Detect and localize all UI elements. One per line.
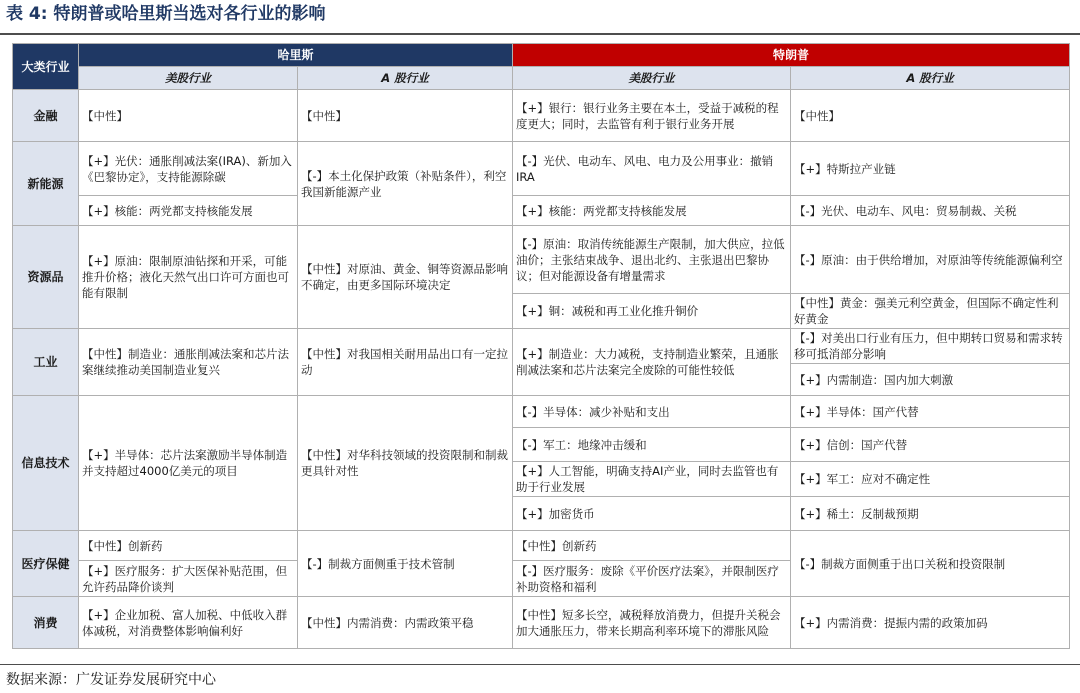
- row-label-resources: 资源品: [13, 226, 79, 329]
- row-label-industry: 工业: [13, 329, 79, 396]
- cell-energy-harris-us-1: 【+】光伏：通胀削减法案(IRA)、新加入《巴黎协定》，支持能源除碳: [79, 142, 298, 196]
- cell-industry-harris-us: 【中性】制造业：通胀削减法案和芯片法案继续推动美国制造业复兴: [79, 329, 298, 396]
- header-harris: 哈里斯: [79, 44, 513, 67]
- cell-energy-trump-a-1: 【+】特斯拉产业链: [791, 142, 1070, 196]
- cell-finance-trump-us: 【+】银行：银行业务主要在本土，受益于减税的程度更大；同时，去监管有利于银行业务开展: [513, 90, 791, 142]
- table-title: 表 4: 特朗普或哈里斯当选对各行业的影响: [6, 4, 326, 24]
- header-category: 大类行业: [13, 44, 79, 90]
- cell-health-harris-us-1: 【中性】创新药: [79, 531, 298, 561]
- cell-tech-trump-a-1: 【+】半导体：国产代替: [791, 396, 1070, 428]
- row-label-consumer: 消费: [13, 597, 79, 649]
- impact-table: [12, 43, 1070, 649]
- cell-resources-harris-a: 【中性】对原油、黄金、铜等资源品影响不确定，由更多国际环境决定: [298, 226, 513, 329]
- cell-resources-trump-a-1: 【-】原油：由于供给增加，对原油等传统能源偏利空: [791, 226, 1070, 294]
- cell-resources-trump-us-1: 【-】原油：取消传统能源生产限制，加大供应，拉低油价；主张结束战争、退出北约、主张退出巴黎协议；但对能源设备有增量需求: [513, 226, 791, 294]
- row-label-health: 医疗保健: [13, 531, 79, 597]
- top-rule: [0, 33, 1080, 35]
- cell-tech-trump-a-2: 【+】信创：国产代替: [791, 428, 1070, 462]
- cell-consumer-trump-a: 【+】内需消费：提振内需的政策加码: [791, 597, 1070, 649]
- cell-energy-harris-a: 【-】本土化保护政策（补贴条件），利空我国新能源产业: [298, 142, 513, 226]
- cell-resources-trump-a-2: 【中性】黄金：强美元利空黄金，但国际不确定性利好黄金: [791, 294, 1070, 329]
- data-source: 数据来源：广发证券发展研究中心: [6, 672, 216, 688]
- header-trump: 特朗普: [513, 44, 1070, 67]
- header-harris-us: 美股行业: [79, 67, 298, 90]
- row-label-energy: 新能源: [13, 142, 79, 226]
- cell-tech-trump-us-2: 【-】军工：地缘冲击缓和: [513, 428, 791, 462]
- bottom-rule: [0, 664, 1080, 665]
- cell-finance-harris-us: 【中性】: [79, 90, 298, 142]
- cell-resources-harris-us: 【+】原油：限制原油钻探和开采，可能推升价格；液化天然气出口许可方面也可能有限制: [79, 226, 298, 329]
- cell-industry-trump-a-2: 【+】内需制造：国内加大刺激: [791, 364, 1070, 396]
- cell-consumer-trump-us: 【中性】短多长空，减税释放消费力，但提升关税会加大通胀压力，带来长期高利率环境下的滞胀风险: [513, 597, 791, 649]
- header-trump-us: 美股行业: [513, 67, 791, 90]
- cell-health-harris-us-2: 【+】医疗服务：扩大医保补贴范围，但允许药品降价谈判: [79, 561, 298, 597]
- cell-health-trump-us-2: 【-】医疗服务：废除《平价医疗法案》，并限制医疗补助资格和福利: [513, 561, 791, 597]
- cell-energy-trump-us-2: 【+】核能：两党都支持核能发展: [513, 196, 791, 226]
- cell-consumer-harris-a: 【中性】内需消费：内需政策平稳: [298, 597, 513, 649]
- row-label-tech: 信息技术: [13, 396, 79, 531]
- cell-consumer-harris-us: 【+】企业加税、富人加税、中低收入群体减税，对消费整体影响偏利好: [79, 597, 298, 649]
- cell-tech-trump-us-1: 【-】半导体：减少补贴和支出: [513, 396, 791, 428]
- cell-tech-trump-us-3: 【+】人工智能，明确支持AI产业，同时去监管也有助于行业发展: [513, 462, 791, 497]
- cell-finance-harris-a: 【中性】: [298, 90, 513, 142]
- cell-energy-trump-us-1: 【-】光伏、电动车、风电、电力及公用事业：撤销IRA: [513, 142, 791, 196]
- cell-tech-trump-us-4: 【+】加密货币: [513, 497, 791, 531]
- header-harris-a: A 股行业: [298, 67, 513, 90]
- cell-health-trump-us-1: 【中性】创新药: [513, 531, 791, 561]
- cell-health-trump-a: 【-】制裁方面侧重于出口关税和投资限制: [791, 531, 1070, 597]
- row-label-finance: 金融: [13, 90, 79, 142]
- cell-energy-trump-a-2: 【-】光伏、电动车、风电：贸易制裁、关税: [791, 196, 1070, 226]
- cell-tech-trump-a-3: 【+】军工：应对不确定性: [791, 462, 1070, 497]
- cell-industry-harris-a: 【中性】对我国相关耐用品出口有一定拉动: [298, 329, 513, 396]
- cell-tech-harris-us: 【+】半导体：芯片法案激励半导体制造并支持超过4000亿美元的项目: [79, 396, 298, 531]
- cell-energy-harris-us-2: 【+】核能：两党都支持核能发展: [79, 196, 298, 226]
- cell-industry-trump-us: 【+】制造业：大力减税，支持制造业繁荣，且通胀削减法案和芯片法案完全废除的可能性较低: [513, 329, 791, 396]
- cell-tech-trump-a-4: 【+】稀土：反制裁预期: [791, 497, 1070, 531]
- cell-finance-trump-a: 【中性】: [791, 90, 1070, 142]
- cell-resources-trump-us-2: 【+】铜：减税和再工业化推升铜价: [513, 294, 791, 329]
- cell-health-harris-a: 【-】制裁方面侧重于技术管制: [298, 531, 513, 597]
- cell-tech-harris-a: 【中性】对华科技领域的投资限制和制裁更具针对性: [298, 396, 513, 531]
- header-trump-a: A 股行业: [791, 67, 1070, 90]
- cell-industry-trump-a-1: 【-】对美出口行业有压力，但中期转口贸易和需求转移可抵消部分影响: [791, 329, 1070, 364]
